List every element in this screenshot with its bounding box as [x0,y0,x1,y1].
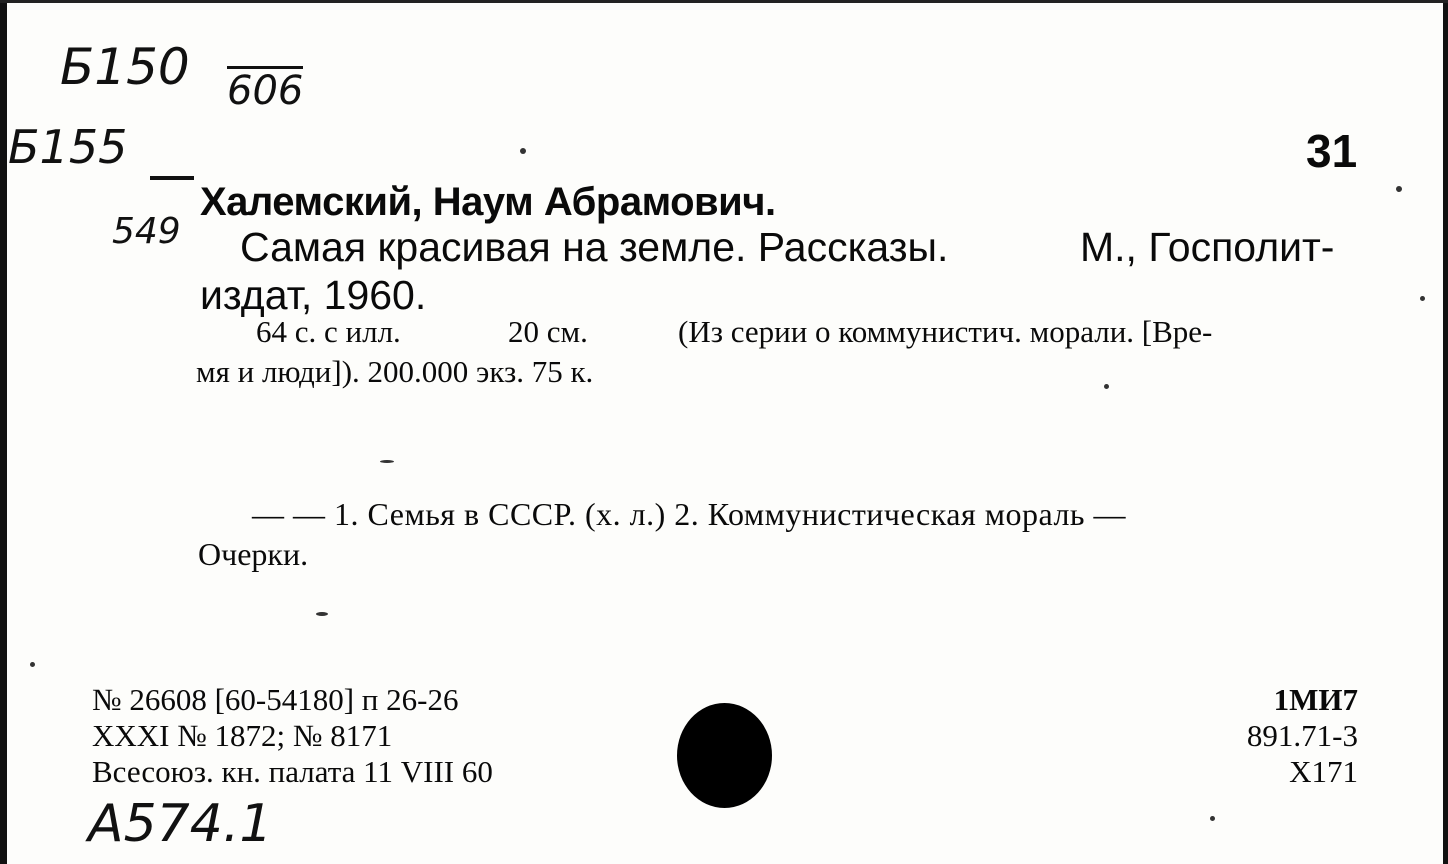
speck [1210,816,1215,821]
handwritten-bottom-code: А574.1 [88,794,273,854]
speck [1104,384,1109,389]
speck [1420,296,1425,301]
punch-hole [677,703,772,808]
speck [520,148,526,154]
handwritten-second-code: Б155 [8,120,128,174]
handwritten-underline [150,176,194,180]
handwritten-top-code-sub: 606 [227,68,304,114]
description-series: (Из серии о коммунистич. морали. [Вре- [678,314,1213,349]
footer-class-code: 1МИ7 [1273,682,1358,717]
footer-chamber-date: Всесоюз. кн. палата 11 VIII 60 [92,754,493,789]
book-title-line1-b: М., Госполит- [1080,224,1335,270]
author-heading: Халемский, Наум Абрамович. [200,180,776,224]
card-number: 31 [1306,125,1358,177]
book-title-line2: издат, 1960. [200,272,427,318]
subject-headings-line2: Очерки. [198,536,309,572]
description-pages: 64 с. с илл. [256,314,401,349]
card-top-edge [0,0,1448,3]
handwritten-margin-number: 549 [112,211,181,252]
book-title-line1-a: Самая красивая на земле. Рассказы. [240,224,949,270]
footer-udc-code: 891.71-3 [1246,718,1358,753]
subject-headings-line1: — — 1. Семья в СССР. (х. л.) 2. Коммунистическая мораль — [252,496,1126,532]
description-line2: мя и люди]). 200.000 экз. 75 к. [196,354,594,389]
handwritten-top-code: Б150 [60,38,190,96]
footer-author-mark: Х171 [1289,754,1358,789]
footer-registration-number: № 26608 [60-54180] п 26-26 [92,682,459,717]
card-left-edge [0,0,7,864]
description-size: 20 см. [508,314,588,349]
speck [30,662,35,667]
speck [1396,186,1402,192]
speck [316,612,328,616]
footer-catalog-numbers: XXXI № 1872; № 8171 [92,718,393,753]
speck [380,460,394,463]
card-right-edge [1443,0,1448,864]
